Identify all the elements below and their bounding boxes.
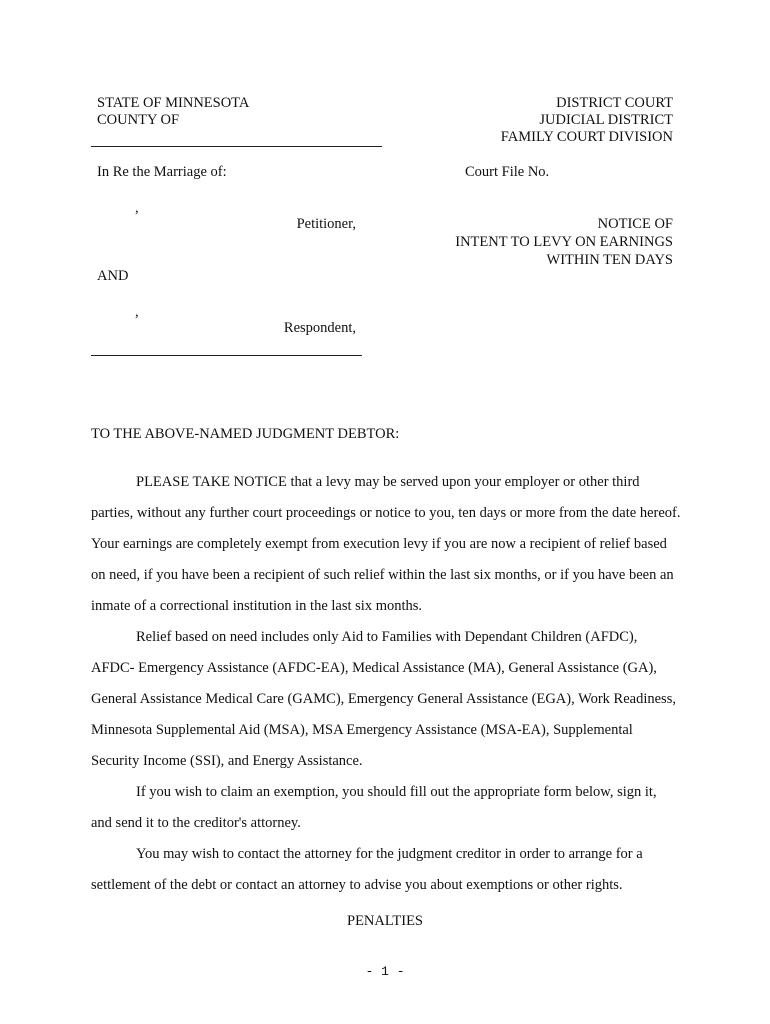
petitioner-name-comma: ,	[135, 200, 139, 216]
county-signature-line	[91, 146, 382, 147]
body-paragraph: You may wish to contact the attorney for the judgment creditor in order to arrange for a settlement of the debt or contact an attorney to advise you about exemptions or other rights.	[91, 846, 643, 893]
salutation: TO THE ABOVE-NAMED JUDGMENT DEBTOR:	[91, 426, 400, 442]
state-label: STATE OF MINNESOTA	[97, 95, 250, 111]
in-re-marriage-label: In Re the Marriage of:	[97, 164, 227, 180]
notice-body	[91, 467, 681, 901]
and-label: AND	[97, 268, 129, 284]
petitioner-label: Petitioner,	[296, 216, 356, 232]
respondent-name-comma: ,	[135, 304, 139, 320]
body-paragraph: PLEASE TAKE NOTICE that a levy may be served upon your employer or other third parties, without any further court proceedings or notice to you, ten days or more from the date hereof. Your earnings are completely exempt from execution levy if you are now a recipient of relief based on need, if you have been a recipient of such relief within the last six months, or if you have been an inmate of a correctional institution in the last six months.	[91, 474, 681, 614]
court-label: DISTRICT COURT	[556, 95, 673, 111]
penalties-heading: PENALTIES	[347, 913, 423, 929]
county-label: COUNTY OF	[97, 112, 180, 128]
respondent-label: Respondent,	[283, 320, 356, 336]
family-court-division-label: FAMILY COURT DIVISION	[500, 129, 673, 145]
body-paragraph: Relief based on need includes only Aid to Families with Dependant Children (AFDC), AFDC- Emergency Assistance (AFDC-EA), Medical Assistance (MA), General Assistance (GA), General Assistance Medical Care (GAMC), Emergency General Assistance (EGA), Work Readiness, Minnesota Supplemental Aid (MSA), MSA Emergency Assistance (MSA-EA), Supplemental Security Income (SSI), and Energy Assistance.	[91, 629, 676, 769]
body-paragraph: If you wish to claim an exemption, you should fill out the appropriate form below, sign it, and send it to the creditor's attorney.	[91, 784, 657, 831]
page-number: - 1 -	[365, 964, 405, 979]
respondent-caption-line	[91, 355, 362, 356]
judicial-district-label: JUDICIAL DISTRICT	[539, 112, 673, 128]
notice-title-line2: INTENT TO LEVY ON EARNINGS	[455, 234, 673, 250]
notice-title-line1: NOTICE OF	[597, 216, 673, 232]
notice-title-line3: WITHIN TEN DAYS	[546, 252, 673, 268]
court-file-number-label: Court File No.	[465, 164, 550, 180]
